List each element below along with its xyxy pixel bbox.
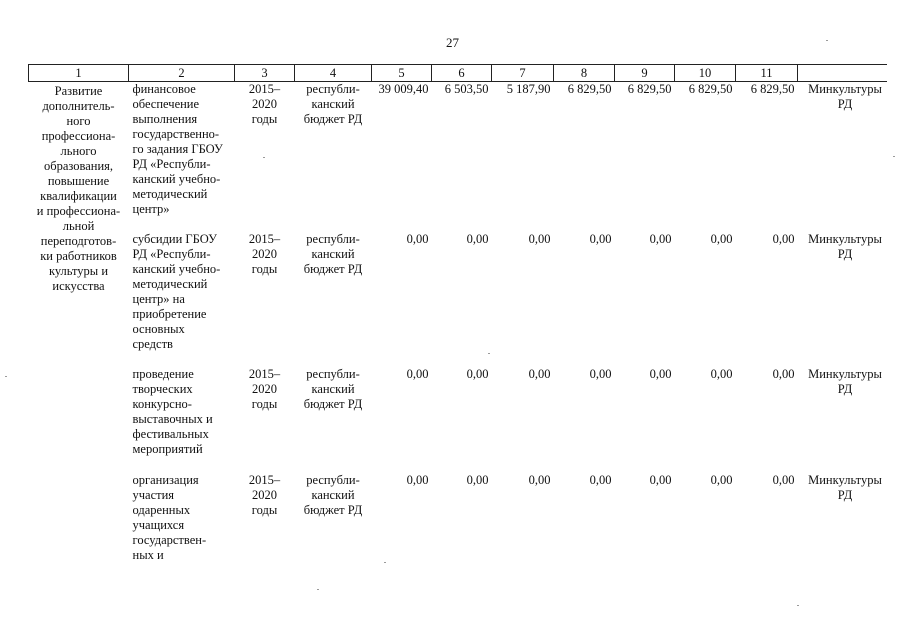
- header-cell: 11: [736, 65, 798, 82]
- value-cell: 0,00: [406, 366, 429, 381]
- scan-speck: [488, 353, 490, 354]
- value-cell: 0,00: [589, 366, 612, 381]
- value-cell: 0,00: [772, 472, 795, 487]
- value-cell: 0,00: [710, 472, 733, 487]
- period-cell: 2015– 2020 годы: [248, 472, 281, 517]
- page-number: 27: [446, 35, 459, 50]
- header-cell: 8: [554, 65, 615, 82]
- activity-cell: субсидии ГБОУ РД «Республи- канский учебно- методический центр» на приобретение основных средств: [132, 231, 221, 351]
- value-cell: 6 829,50: [688, 82, 733, 96]
- value-cell: 39 009,40: [378, 82, 429, 96]
- value-cell: 0,00: [528, 472, 551, 487]
- program-table: [28, 64, 887, 568]
- scan-speck: [797, 605, 799, 606]
- program-section-cell: Развитие дополнитель- ного профессиона- льного образования, повышение квалификации и профессиона- льной переподготов- ки работников культуры и искусства: [36, 84, 121, 293]
- value-cell: 5 187,90: [506, 82, 551, 96]
- header-cell: 2: [129, 65, 235, 82]
- value-cell: 0,00: [649, 231, 672, 246]
- value-cell: 0,00: [649, 472, 672, 487]
- header-cell: 7: [492, 65, 554, 82]
- value-cell: 0,00: [710, 231, 733, 246]
- header-row: [29, 65, 887, 82]
- value-cell: 0,00: [710, 366, 733, 381]
- value-cell: 6 503,50: [444, 82, 489, 96]
- value-cell: 6 829,50: [627, 82, 672, 96]
- table-row: [29, 232, 887, 367]
- activity-cell: финансовое обеспечение выполнения государственно- го задания ГБОУ РД «Республи- канский учебно- методический центр»: [132, 82, 223, 216]
- value-cell: 0,00: [528, 366, 551, 381]
- activity-cell: проведение творческих конкурсно- выставочных и фестивальных мероприятий: [132, 366, 213, 456]
- period-cell: 2015– 2020 годы: [248, 82, 281, 126]
- activity-cell: организация участия одаренных учащихся государствен- ных и: [132, 472, 207, 562]
- value-cell: 0,00: [466, 231, 489, 246]
- value-cell: 0,00: [466, 366, 489, 381]
- value-cell: 0,00: [772, 366, 795, 381]
- table-row: [29, 82, 887, 232]
- value-cell: 6 829,50: [750, 82, 795, 96]
- value-cell: 6 829,50: [567, 82, 612, 96]
- value-cell: 0,00: [649, 366, 672, 381]
- table-row: [29, 473, 887, 568]
- scan-speck: [263, 157, 265, 158]
- executor-cell: Минкультуры РД: [808, 366, 882, 396]
- executor-cell: Минкультуры РД: [808, 82, 882, 111]
- source-cell: республи- канский бюджет РД: [303, 231, 363, 276]
- executor-cell: Минкультуры РД: [808, 472, 882, 502]
- scan-speck: [826, 40, 828, 41]
- value-cell: 0,00: [528, 231, 551, 246]
- scan-speck: [384, 562, 386, 563]
- header-cell: 9: [615, 65, 675, 82]
- header-cell: 6: [432, 65, 492, 82]
- executor-cell: Минкультуры РД: [808, 231, 882, 261]
- header-cell: 4: [295, 65, 372, 82]
- empty-cell: [29, 473, 129, 568]
- value-cell: 0,00: [772, 231, 795, 246]
- empty-cell: [29, 367, 129, 473]
- scan-speck: [5, 376, 7, 377]
- header-cell: 10: [675, 65, 736, 82]
- source-cell: республи- канский бюджет РД: [303, 366, 363, 411]
- source-cell: республи- канский бюджет РД: [303, 82, 363, 126]
- period-cell: 2015– 2020 годы: [248, 231, 281, 276]
- table-row: [29, 367, 887, 473]
- scan-speck: [893, 156, 895, 157]
- header-cell: 3: [235, 65, 295, 82]
- value-cell: 0,00: [589, 472, 612, 487]
- value-cell: 0,00: [406, 472, 429, 487]
- value-cell: 0,00: [589, 231, 612, 246]
- scan-speck: [317, 589, 319, 590]
- header-cell: [798, 65, 887, 82]
- header-cell: 1: [29, 65, 129, 82]
- period-cell: 2015– 2020 годы: [248, 366, 281, 411]
- source-cell: республи- канский бюджет РД: [303, 472, 363, 517]
- value-cell: 0,00: [466, 472, 489, 487]
- header-cell: 5: [372, 65, 432, 82]
- value-cell: 0,00: [406, 231, 429, 246]
